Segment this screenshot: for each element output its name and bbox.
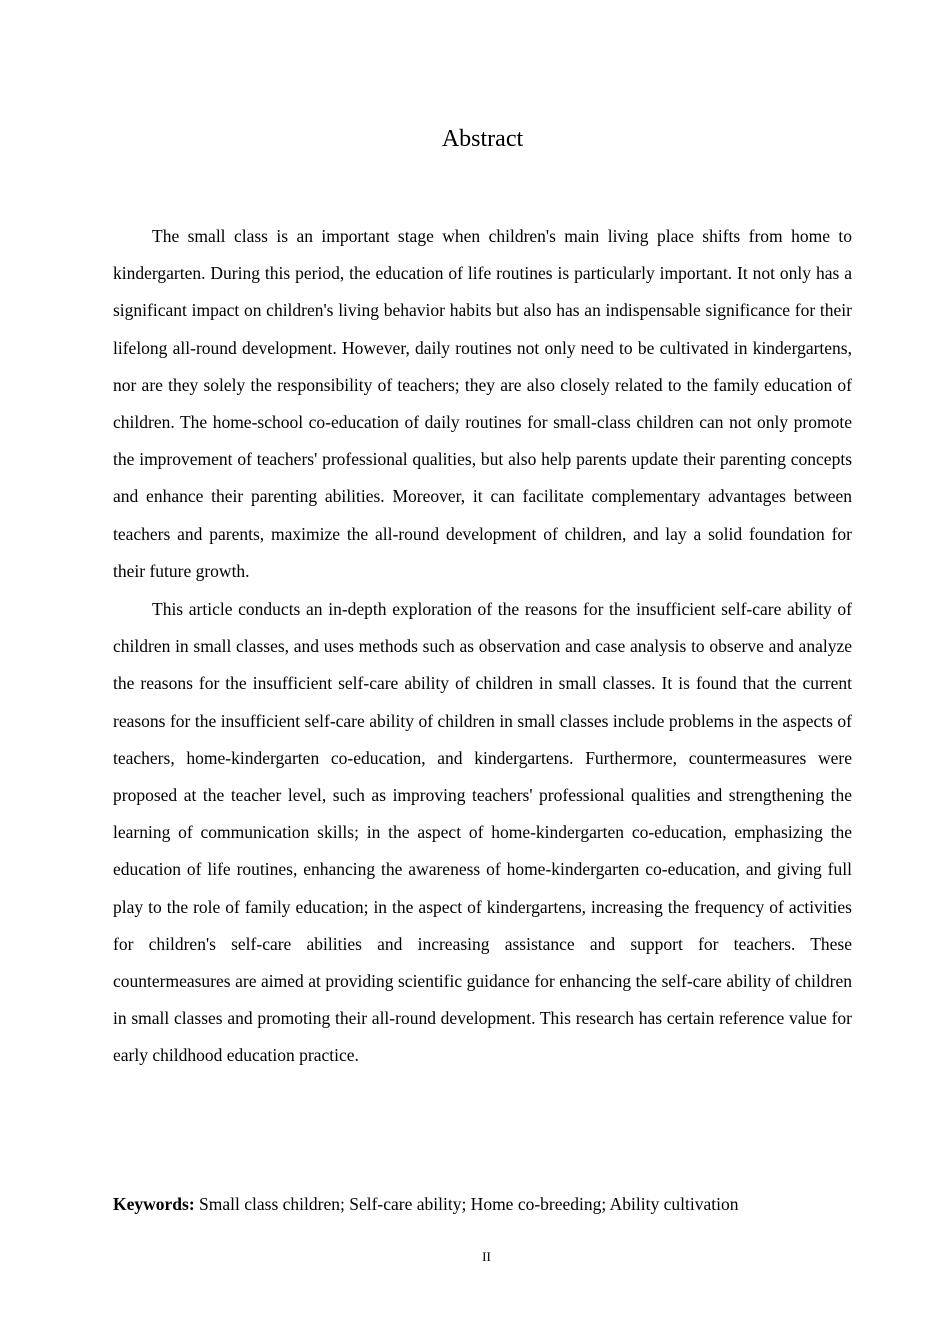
page-number: II xyxy=(482,1249,491,1264)
keywords-label: Keywords: xyxy=(113,1194,195,1214)
abstract-paragraph-2: This article conducts an in-depth exploration of the reasons for the insufficient self-care ability of children in small classes, and uses methods such as observation and case analysis to observe and analyze the reasons for the insufficient self-care ability of children in small classes. It is found that the current reasons for the insufficient self-care ability of children in small classes include problems in the aspects of teachers, home-kindergarten co-education, and kindergartens. Furthermore, countermeasures were proposed at the teacher level, such as improving teachers' professional qualities and strengthening the learning of communication skills; in the aspect of home-kindergarten co-education, emphasizing the education of life routines, enhancing the awareness of home-kindergarten co-education, and giving full play to the role of family education; in the aspect of kindergartens, increasing the frequency of activities for children's self-care abilities and increasing assistance and support for teachers. These countermeasures are aimed at providing scientific guidance for enhancing the self-care ability of children in small classes and promoting their all-round development. This research has certain reference value for early childhood education practice. xyxy=(113,599,852,1066)
keywords-text: Small class children; Self-care ability; Home co-breeding; Ability cultivation xyxy=(199,1194,739,1214)
keywords-line xyxy=(113,1189,873,1219)
abstract-paragraph-1: The small class is an important stage when children's main living place shifts from home to kindergarten. During this period, the education of life routines is particularly important. It not only has a significant impact on children's living behavior habits but also has an indispensable significance for their lifelong all-round development. However, daily routines not only need to be cultivated in kindergartens, nor are they solely the responsibility of teachers; they are also closely related to the family education of children. The home-school co-education of daily routines for small-class children can not only promote the improvement of teachers' professional qualities, but also help parents update their parenting concepts and enhance their parenting abilities. Moreover, it can facilitate complementary advantages between teachers and parents, maximize the all-round development of children, and lay a solid foundation for their future growth. xyxy=(113,226,852,581)
abstract-body xyxy=(113,218,852,1075)
abstract-title: Abstract xyxy=(441,126,524,152)
